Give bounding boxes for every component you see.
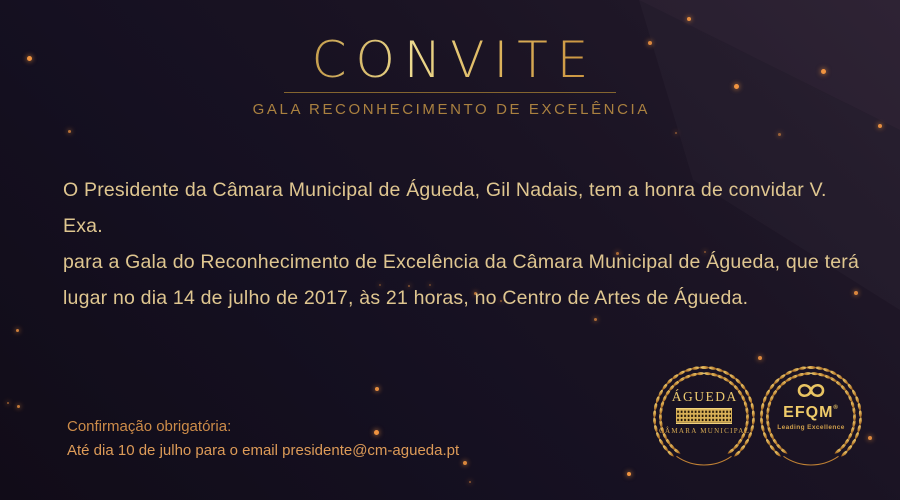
badge-agueda-camara-municipal	[651, 364, 757, 470]
town-hall-building-icon	[676, 406, 732, 426]
star	[627, 472, 631, 476]
infinity-icon	[794, 380, 828, 401]
star	[463, 461, 467, 465]
star	[17, 405, 20, 408]
rsvp-heading: Confirmação obrigatória:	[67, 418, 232, 435]
badge-efqm	[758, 364, 864, 470]
star	[878, 124, 882, 128]
header	[0, 31, 900, 118]
badge-row	[651, 364, 864, 470]
email-text[interactable]: presidente@cm-agueda.pt	[282, 442, 460, 459]
invitation-body	[63, 172, 863, 316]
star	[7, 402, 9, 404]
star	[675, 132, 677, 134]
body-line: O Presidente da Câmara Municipal de Águeda, Gil Nadais, tem a honra de convidar V. Exa.	[63, 179, 827, 237]
page-title: CONVITE	[311, 31, 598, 89]
event-subtitle: GALA RECONHECIMENTO DE EXCELÊNCIA	[252, 100, 650, 118]
rsvp-detail	[67, 439, 459, 463]
efqm-badge-subtitle: Leading Excellence	[777, 424, 845, 431]
star	[594, 318, 597, 321]
star	[758, 356, 762, 360]
agueda-badge-subtitle: CÂMARA MUNICIPAL	[659, 427, 751, 435]
rsvp-block	[67, 415, 459, 463]
star	[778, 133, 781, 136]
star	[16, 329, 19, 332]
rsvp-deadline-text: Até dia 10 de julho para o email	[67, 442, 283, 459]
agueda-badge-title: ÁGUEDA	[671, 389, 738, 404]
registered-mark: ®	[833, 405, 839, 411]
star	[469, 481, 471, 483]
body-line: lugar no dia 14 de julho de 2017, às 21 horas, no Centro de Artes de Águeda.	[63, 287, 749, 309]
body-line: para a Gala do Reconhecimento de Excelência da Câmara Municipal de Águeda, que terá	[63, 251, 859, 273]
title-divider	[284, 92, 616, 93]
star	[68, 130, 71, 133]
star	[868, 436, 872, 440]
efqm-badge-title: EFQM®	[783, 404, 839, 421]
star	[375, 387, 379, 391]
star	[687, 17, 691, 21]
